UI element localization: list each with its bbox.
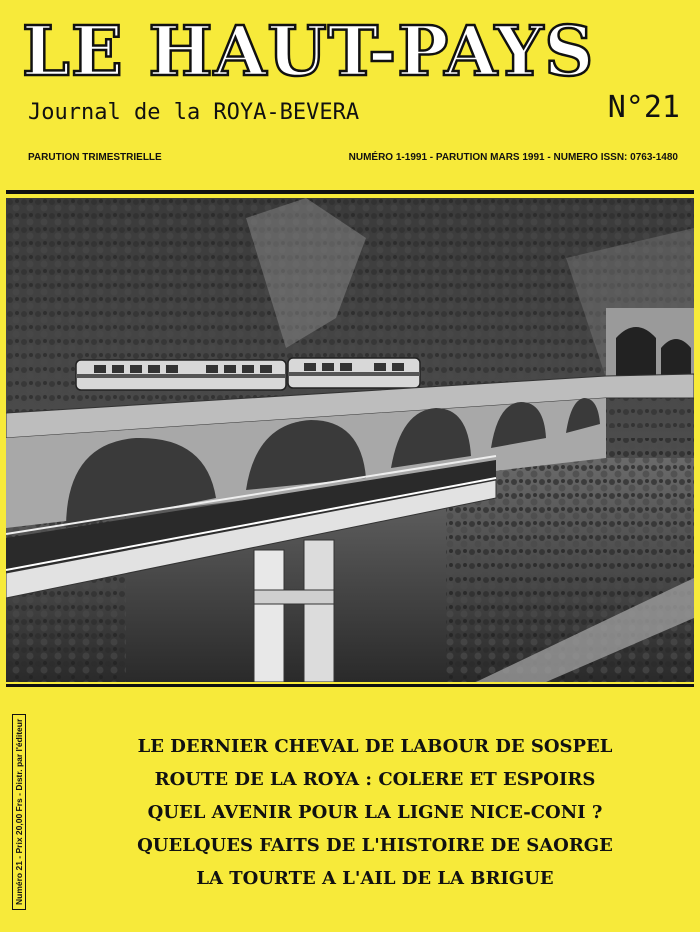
headline: LE DERNIER CHEVAL DE LABOUR DE SOSPEL [137, 736, 613, 757]
bottom-divider [6, 684, 694, 687]
issue-info: NUMÉRO 1-1991 - PARUTION MARS 1991 - NUMERO ISSN: 0763-1480 [348, 152, 678, 163]
headline-list [60, 730, 690, 895]
headline: LA TOURTE A L'AIL DE LA BRIGUE [196, 868, 554, 889]
train [76, 358, 420, 390]
masthead-title: LE HAUT-PAYS [22, 12, 595, 92]
headline: QUEL AVENIR POUR LA LIGNE NICE-CONI ? [147, 802, 603, 823]
cover-photo [6, 198, 694, 682]
issue-number: N°21 [607, 90, 680, 125]
headline: ROUTE DE LA ROYA : COLERE ET ESPOIRS [154, 769, 596, 790]
price-side-note: Numéro 21 - Prix 20,00 Frs - Distr. par l'éditeur [12, 714, 26, 910]
periodicity-label: PARUTION TRIMESTRIELLE [28, 152, 162, 163]
top-divider [6, 190, 694, 194]
masthead-subtitle: Journal de la ROYA-BEVERA [28, 100, 360, 125]
headline: QUELQUES FAITS DE L'HISTOIRE DE SAORGE [137, 835, 613, 856]
